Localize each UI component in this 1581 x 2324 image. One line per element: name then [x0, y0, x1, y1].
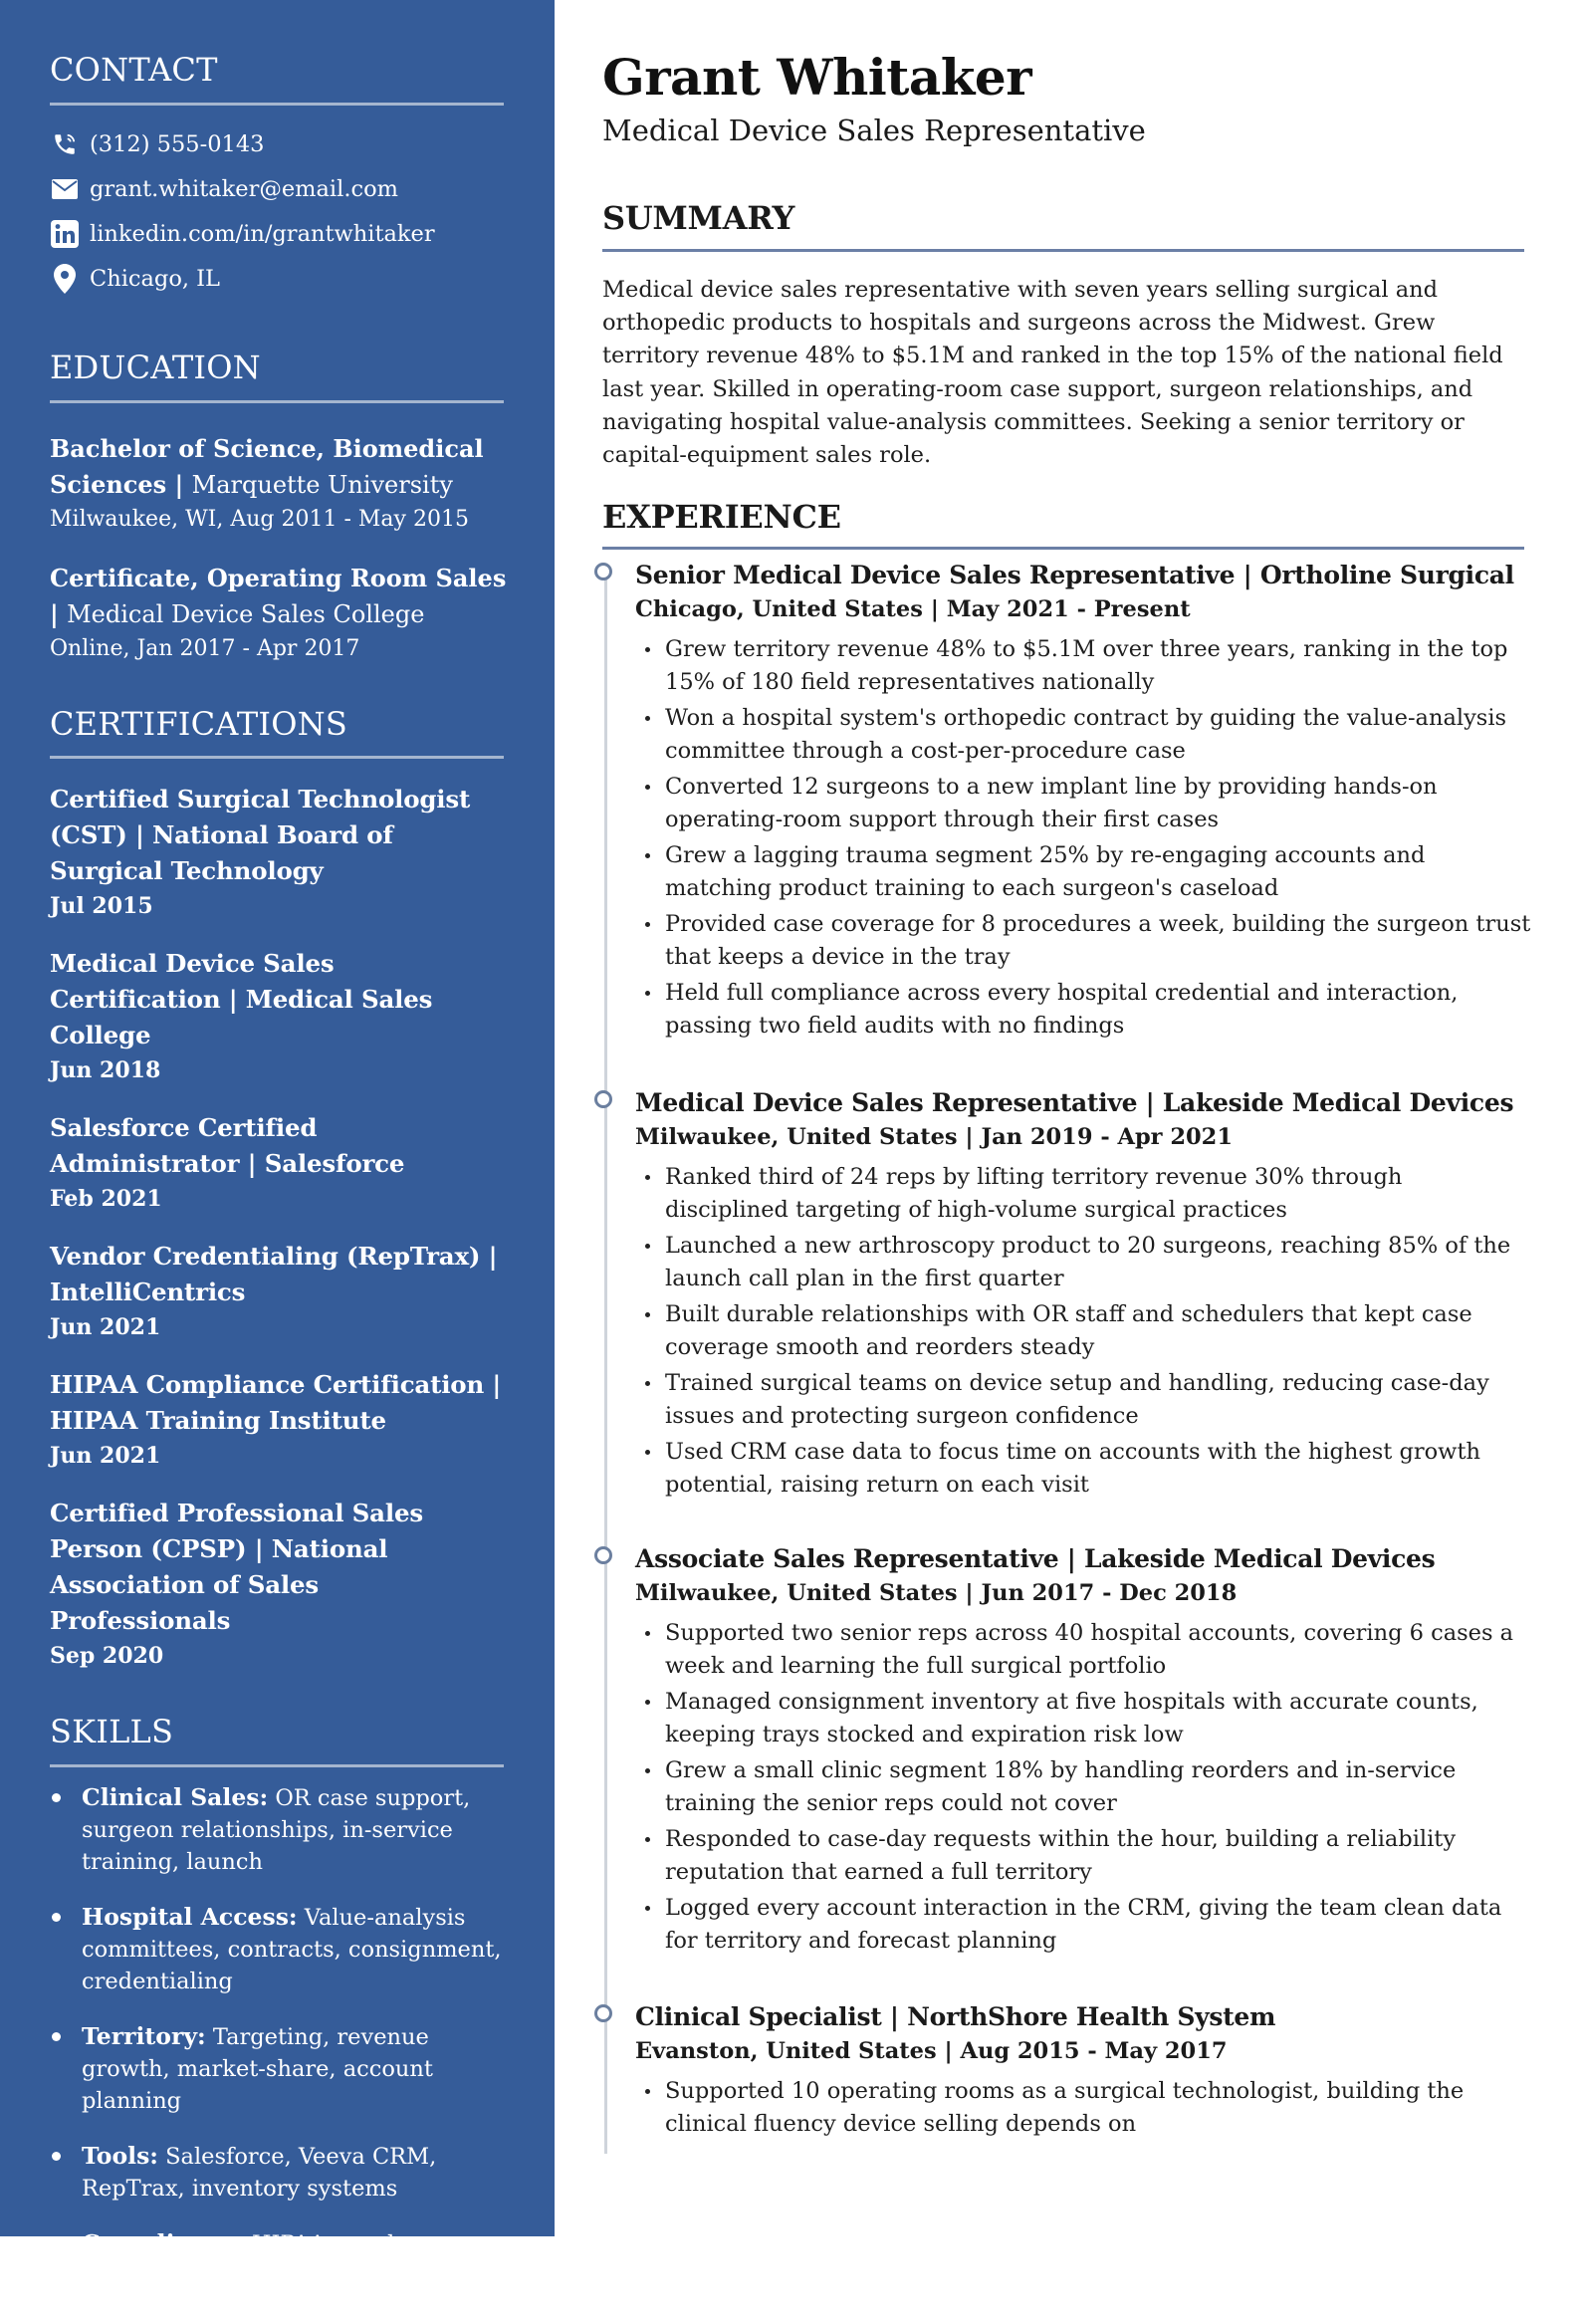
- envelope-icon: [50, 174, 80, 204]
- education-divider: [50, 400, 504, 403]
- certification-item: [50, 782, 507, 924]
- timeline-dot-icon: [594, 1090, 612, 1108]
- separator: |: [50, 598, 68, 628]
- main-content: [555, 0, 1581, 2236]
- skill-name: Compliance:: [82, 2229, 245, 2258]
- job-bullet-text: Provided case coverage for 8 procedures a week, building the surgeon trust that keeps a device in the tray: [665, 911, 1531, 970]
- job-bullet: [635, 771, 1531, 835]
- location-pin-icon: [50, 264, 80, 294]
- job-bullets: [635, 1617, 1531, 1961]
- job-bullet: [635, 908, 1531, 973]
- skill-text: Value-analysis committees, contracts, consignment, credentialing: [82, 1905, 502, 1995]
- job-bullet-text: Supported 10 operating rooms as a surgical technologist, building the clinical fluency device selling depends on: [665, 2078, 1465, 2137]
- job-bullet-text: Managed consignment inventory at five hospitals with accurate counts, keeping trays stocked and expiration risk low: [665, 1689, 1478, 1747]
- bullet-icon: [52, 1913, 61, 1922]
- certification-date: Jun 2018: [50, 1057, 161, 1084]
- certifications-heading: CERTIFICATIONS: [50, 704, 347, 743]
- job-bullets: [635, 633, 1531, 1046]
- job-bullet: [635, 1161, 1531, 1226]
- certification-title: Vendor Credentialing (RepTrax) | IntelliCentrics: [50, 1242, 498, 1307]
- education-details: Online, Jan 2017 - Apr 2017: [50, 635, 360, 661]
- timeline-dot-icon: [594, 2004, 612, 2022]
- job-bullet-text: Converted 12 surgeons to a new implant line by providing hands-on operating-room support through their first cases: [665, 774, 1438, 832]
- certification-title: Medical Device Sales Certification | Medical Sales College: [50, 949, 433, 1050]
- contact-list: [50, 122, 507, 302]
- job-bullet-text: Supported two senior reps across 40 hospital accounts, covering 6 cases a week and learning the full surgical portfolio: [665, 1620, 1514, 1679]
- skill-item: [50, 1901, 507, 1997]
- school: Marquette University: [191, 470, 453, 499]
- bullet-icon: [52, 2032, 61, 2041]
- location-text: Chicago, IL: [90, 266, 221, 293]
- job-bullet-text: Grew territory revenue 48% to $5.1M over three years, ranking in the top 15% of 180 field representatives nationally: [665, 636, 1508, 695]
- certification-date: Sep 2020: [50, 1643, 164, 1670]
- contact-heading: CONTACT: [50, 51, 218, 89]
- certification-date: Jul 2015: [50, 893, 153, 920]
- contact-location: [50, 257, 507, 302]
- job-bullet: [635, 1617, 1531, 1682]
- job-title: Clinical Specialist | NorthShore Health System: [635, 2002, 1276, 2031]
- certification-date: Jun 2021: [50, 1443, 161, 1470]
- skill-name: Hospital Access:: [82, 1903, 298, 1932]
- certification-item: [50, 1239, 507, 1345]
- job-bullet-text: Ranked third of 24 reps by lifting territory revenue 30% through disciplined targeting of high-volume surgical practices: [665, 1164, 1403, 1223]
- certification-title: Certified Professional Sales Person (CPSP) | National Association of Sales Professionals: [50, 1499, 423, 1636]
- timeline-dot-icon: [594, 563, 612, 581]
- certification-item: [50, 1110, 507, 1217]
- summary-divider: [602, 249, 1524, 252]
- job-meta: Milwaukee, United States | Jan 2019 - Apr 2021: [635, 1124, 1233, 1150]
- education-heading: EDUCATION: [50, 348, 261, 386]
- job-bullet: [635, 633, 1531, 698]
- skill-name: Clinical Sales:: [82, 1783, 269, 1812]
- timeline-line: [604, 573, 607, 2154]
- job-title: Senior Medical Device Sales Representative | Ortholine Surgical: [635, 561, 1514, 589]
- certification-item: [50, 1367, 507, 1474]
- certification-item: [50, 946, 507, 1088]
- timeline-dot-icon: [594, 1546, 612, 1564]
- job-bullet: [635, 1892, 1531, 1957]
- candidate-role: Medical Device Sales Representative: [602, 114, 1146, 147]
- email-text[interactable]: grant.whitaker@email.com: [90, 176, 398, 203]
- experience-heading: EXPERIENCE: [602, 498, 841, 536]
- job-bullet-text: Launched a new arthroscopy product to 20 surgeons, reaching 85% of the launch call plan in the first quarter: [665, 1233, 1511, 1291]
- job-bullet-text: Grew a lagging trauma segment 25% by re-engaging accounts and matching product training to each surgeon's caseload: [665, 842, 1426, 901]
- degree: Bachelor of Science, Biomedical Sciences: [50, 433, 484, 499]
- job-bullet-text: Held full compliance across every hospital credential and interaction, passing two field audits with no findings: [665, 980, 1459, 1039]
- bullet-icon: [52, 2152, 61, 2161]
- job-bullet-text: Won a hospital system's orthopedic contract by guiding the value-analysis committee through a cost-per-procedure case: [665, 705, 1507, 764]
- experience-divider: [602, 547, 1524, 550]
- certification-title: Salesforce Certified Administrator | Salesforce: [50, 1113, 405, 1179]
- job-bullet: [635, 977, 1531, 1042]
- skill-text: OR case support, surgeon relationships, in-service training, launch: [82, 1785, 471, 1876]
- job-bullet: [635, 1436, 1531, 1501]
- degree: Certificate, Operating Room Sales: [50, 563, 507, 592]
- job-bullet: [635, 1754, 1531, 1819]
- skill-text: HIPAA, vendor credentialing, sample and audit readiness: [82, 2231, 443, 2322]
- job-bullet-text: Responded to case-day requests within the hour, building a reliability reputation that earned a full territory: [665, 1826, 1457, 1885]
- education-details: Milwaukee, WI, Aug 2011 - May 2015: [50, 506, 469, 532]
- job-bullet: [635, 1823, 1531, 1888]
- skill-item: [50, 2020, 507, 2117]
- skill-item: [50, 1781, 507, 1878]
- contact-phone: [50, 122, 507, 167]
- skill-item: [50, 2140, 507, 2205]
- linkedin-text[interactable]: linkedin.com/in/grantwhitaker: [90, 221, 435, 248]
- separator: |: [166, 469, 192, 499]
- phone-text[interactable]: (312) 555-0143: [90, 131, 265, 158]
- certification-title: Certified Surgical Technologist (CST) | National Board of Surgical Technology: [50, 785, 471, 886]
- job-bullet: [635, 1230, 1531, 1294]
- certification-date: Feb 2021: [50, 1186, 162, 1213]
- job-bullet: [635, 2075, 1531, 2140]
- skills-divider: [50, 1764, 504, 1767]
- skill-text: Salesforce, Veeva CRM, RepTrax, inventory systems: [82, 2144, 437, 2203]
- job-bullet: [635, 702, 1531, 767]
- bullet-icon: [52, 1793, 61, 1802]
- skill-text: Targeting, revenue growth, market-share, account planning: [82, 2024, 433, 2115]
- certification-item: [50, 1496, 507, 1674]
- skill-name: Territory:: [82, 2022, 206, 2051]
- job-bullet-text: Built durable relationships with OR staff and schedulers that kept case coverage smooth and reorders steady: [665, 1301, 1472, 1360]
- phone-icon: [50, 129, 80, 159]
- linkedin-icon: [50, 219, 80, 249]
- skill-name: Tools:: [82, 2142, 158, 2171]
- job-bullets: [635, 2075, 1531, 2144]
- job-bullet-text: Grew a small clinic segment 18% by handling reorders and in-service training the senior reps could not cover: [665, 1757, 1457, 1816]
- job-bullet-text: Trained surgical teams on device setup and handling, reducing case-day issues and protecting surgeon confidence: [665, 1370, 1489, 1429]
- job-title: Medical Device Sales Representative | Lakeside Medical Devices: [635, 1088, 1514, 1117]
- sidebar: [0, 0, 555, 2322]
- education-item: [50, 561, 507, 666]
- summary-heading: SUMMARY: [602, 199, 795, 237]
- certification-date: Jun 2021: [50, 1314, 161, 1341]
- job-bullets: [635, 1161, 1531, 1505]
- job-meta: Chicago, United States | May 2021 - Present: [635, 596, 1191, 622]
- job-title: Associate Sales Representative | Lakeside Medical Devices: [635, 1544, 1436, 1573]
- bullet-icon: [52, 2239, 61, 2248]
- contact-email: [50, 167, 507, 212]
- contact-divider: [50, 103, 504, 106]
- education-item: [50, 431, 507, 537]
- certification-title: HIPAA Compliance Certification | HIPAA Training Institute: [50, 1370, 502, 1436]
- job-bullet: [635, 1686, 1531, 1750]
- summary-text: Medical device sales representative with seven years selling surgical and orthopedic products to hospitals and surgeons across the Midwest. Grew territory revenue 48% to $5.1M and ranked in the top 15% of the national field last year. Skilled in operating-room case support, surgeon relationships, and navigating hospital value-analysis committees. Seeking a senior territory or capital-equipment sales role.: [602, 277, 1503, 469]
- job-bullet-text: Used CRM case data to focus time on accounts with the highest growth potential, raising return on each visit: [665, 1439, 1480, 1498]
- skill-item: [50, 2227, 507, 2324]
- school: Medical Device Sales College: [67, 599, 425, 628]
- job-bullet: [635, 1367, 1531, 1432]
- job-bullet-text: Logged every account interaction in the CRM, giving the team clean data for territory and forecast planning: [665, 1895, 1502, 1954]
- job-bullet: [635, 839, 1531, 904]
- job-meta: Evanston, United States | Aug 2015 - May 2017: [635, 2038, 1228, 2064]
- job-meta: Milwaukee, United States | Jun 2017 - Dec 2018: [635, 1580, 1238, 1606]
- candidate-name: Grant Whitaker: [602, 48, 1032, 107]
- contact-linkedin: [50, 212, 507, 257]
- skills-heading: SKILLS: [50, 1713, 174, 1751]
- job-bullet: [635, 1298, 1531, 1363]
- skills-list: [50, 1781, 507, 2324]
- certifications-divider: [50, 756, 504, 759]
